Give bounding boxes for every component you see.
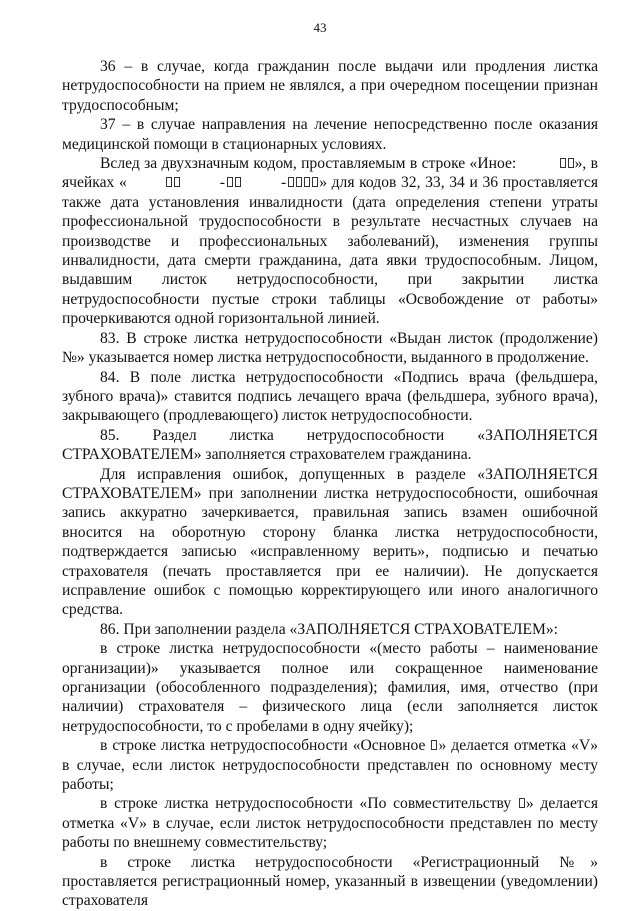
paragraph-text: » для кодов 32, 33, 34 и 36 проставляется также дата установления инвалидности (дата определения степени утраты профессиональной трудоспособности в результате несчастных случаев на производстве и профессиональных заболеваний), изменения группы инвалидности, дата смерти гражданина, дата явки трудоспособным. Лицом, выдавшим листок нетрудоспособности, при закрытии листка нетрудоспособности пустые строки таблицы «Освобождение от работы» прочеркиваются одной горизонтальной линией. <box>62 174 598 328</box>
empty-cell-icon <box>560 158 566 168</box>
empty-cell-icon <box>312 177 318 187</box>
paragraph-83: 83. В строке листка нетрудоспособности «Выдан листок (продолжение) №» указывается номер листка нетрудоспособности, выданного в продолжение. <box>62 329 598 367</box>
paragraph-workplace: в строке листка нетрудоспособности «(место работы – наименование организации)» указывается полное или сокращенное наименование организации (обособленного подразделения); фамилия, имя, отчество (при наличии) страхователя – физического лица (если заполняется листок нетрудоспособности, то с пробелами в одну ячейку); <box>62 640 598 735</box>
empty-cell-icon <box>235 177 241 187</box>
paragraph-85: 85. Раздел листка нетрудоспособности «ЗАПОЛНЯЕТСЯ СТРАХОВАТЕЛЕМ» заполняется страхователем гражданина. <box>62 426 598 464</box>
dash-icon: - <box>280 174 287 192</box>
empty-cell-icon <box>296 177 302 187</box>
paragraph-code-36: 36 – в случае, когда гражданин после выдачи или продления листка нетрудоспособности на прием не являлся, а при очередном посещении признан трудоспособным; <box>62 58 598 114</box>
date-cells <box>127 173 319 192</box>
paragraph-registration: в строке листка нетрудоспособности «Регистрационный №» проставляется регистрационный номер, указанный в извещении (уведомлении) страхователя <box>62 853 598 910</box>
paragraph-84: 84. В поле листка нетрудоспособности «Подпись врача (фельдшера, зубного врача)» ставится подпись лечащего врача (фельдшера, зубного врача), закрывающего (продлевающего) листок нетрудоспособности. <box>62 368 598 425</box>
paragraph-text: », в ячейках « <box>62 155 598 192</box>
paragraph-part-time <box>62 794 598 852</box>
paragraph-corrections: Для исправления ошибок, допущенных в разделе «ЗАПОЛНЯЕТСЯ СТРАХОВАТЕЛЕМ» при заполнении листка нетрудоспособности, ошибочная запись аккуратно зачеркивается, правильная запись взамен ошибочной вносится на оборотную сторону бланка листка нетрудоспособности, подтверждается записью «исправленному верить», подписью и печатью страхователя (печать проставляется при ее наличии). Не допускается исправление ошибок с помощью корректирующего или иного аналогичного средства. <box>62 465 598 619</box>
paragraph-text: » делается отметка «V» в случае, если листок нетрудоспособности представлен по месту работы по внешнему совместительству; <box>62 795 599 852</box>
paragraph-code-37: 37 – в случае направления на лечение непосредственно после оказания медицинской помощи в стационарных условиях. <box>62 116 598 153</box>
paragraph-text: в строке листка нетрудоспособности «По совместительству <box>100 795 518 813</box>
empty-cell-icon <box>227 177 233 187</box>
empty-cell-icon <box>431 740 437 750</box>
paragraph-date-cells <box>62 154 598 329</box>
dash-icon: - <box>219 174 225 192</box>
page-number: 43 <box>313 20 327 35</box>
paragraph-main-job <box>62 736 598 794</box>
empty-cell-icon <box>174 177 180 187</box>
empty-cell-icon <box>519 798 525 808</box>
code-cells <box>521 154 575 173</box>
empty-cell-icon <box>304 177 310 187</box>
paragraph-text: в строке листка нетрудоспособности «Основное <box>100 737 431 755</box>
paragraph-86: 86. При заполнении раздела «ЗАПОЛНЯЕТСЯ СТРАХОВАТЕЛЕМ»: <box>100 620 558 638</box>
empty-cell-icon <box>288 177 294 187</box>
empty-cell-icon <box>166 177 172 187</box>
document-body <box>62 57 598 911</box>
empty-cell-icon <box>568 158 574 168</box>
paragraph-text: » делается отметка «V» в случае, если листок нетрудоспособности представлен по основному месту работы; <box>62 737 599 794</box>
paragraph-text: Вслед за двухзначным кодом, проставляемым в строке «Иное: <box>100 155 521 173</box>
